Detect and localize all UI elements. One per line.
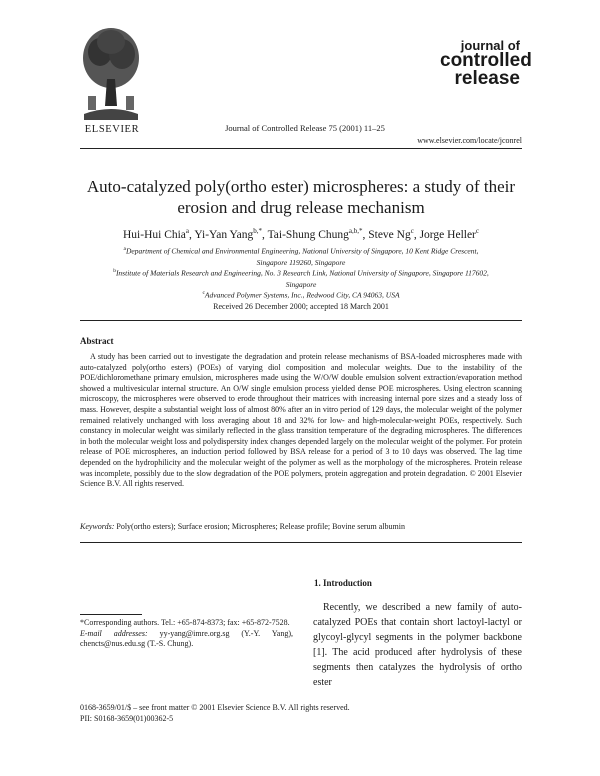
author-affil-mark: c xyxy=(475,227,479,235)
abstract-top-rule xyxy=(80,320,522,321)
affiliation-text: Institute of Materials Research and Engineering, No. 3 Research Link, National University of Singapore, Singapore 117602, xyxy=(115,268,489,278)
journal-reference: Journal of Controlled Release 75 (2001) 11–25 xyxy=(225,123,385,133)
email-text[interactable]: yy-yang@imre.org.sg (Y.-Y. Yang), chencts@nus.edu.sg (T.-S. Chung). xyxy=(80,628,294,648)
author-name: Jorge Heller xyxy=(419,228,476,241)
journal-logo-line: release xyxy=(454,68,520,90)
pii-line: PII: S0168-3659(01)00362-5 xyxy=(80,714,174,723)
author xyxy=(123,229,189,241)
author-affil-mark: c xyxy=(410,227,414,235)
received-dates: Received 26 December 2000; accepted 18 March 2001 xyxy=(213,302,389,311)
title-line: Auto-catalyzed poly(ortho ester) microspheres: a study of their xyxy=(86,177,516,196)
publisher-logo xyxy=(80,24,142,135)
author-name: Steve Ng xyxy=(368,228,411,241)
author xyxy=(368,229,414,241)
affiliation xyxy=(80,266,522,290)
header-rule xyxy=(80,148,522,149)
tree-logo-icon xyxy=(80,24,142,122)
affiliation-line xyxy=(80,266,522,279)
affiliation-mark: b xyxy=(113,268,116,274)
author xyxy=(420,229,479,241)
copyright-line: 0168-3659/01/$ – see front matter © 2001 Elsevier Science B.V. All rights reserved. xyxy=(80,703,350,712)
journal-logo-line: journal of xyxy=(460,38,520,53)
affiliation-mark: c xyxy=(202,290,205,296)
introduction-body: Recently, we described a new family of auto-catalyzed POEs that contain short lactoyl-lactyl or glycoyl-glycyl segments in the polymer backbone [1]. The acid produced after hydrolysis of these segments then catalyzes the hydrolysis of ortho ester xyxy=(313,602,522,688)
email-note xyxy=(80,629,293,650)
affiliation-text: Advanced Polymer Systems, Inc., Redwood City, CA 94063, USA xyxy=(204,290,400,300)
author-list: Hui-Hui Chia$^a$, Yi-Yan Yang$^{b,*}$, Tai-Shung Chung$^{a,b,*}$, Steve Ng$^c$, Jorge Heller$^c$ xyxy=(122,227,479,241)
affiliation xyxy=(80,288,522,301)
footnote-rule xyxy=(80,614,142,615)
section-heading: 1. Introduction xyxy=(314,578,372,588)
paper-title xyxy=(80,176,522,218)
author-affil-mark: a,b,* xyxy=(348,227,363,235)
author-affil-mark: b,* xyxy=(253,227,263,235)
affiliation-mark: a xyxy=(123,246,126,252)
abstract-body: A study has been carried out to investigate the degradation and protein release mechanisms of BSA-loaded microspheres made with auto-catalyzed poly(ortho esters) (POEs) of varying diol composition and molecular weights. Due to the instability of the POE/dichloromethane primary emulsion, microspheres made using the W/O/W double emulsion solvent extraction/evaporation method showed a multivesicular internal structure. An O/W single emulsion process yielded dense POE microspheres. Using electron scanning microscopy, the microspheres were observed to erode throughout their matrices with increasing internal pore sizes and a steady loss of mass. However, despite a substantial weight loss of almost 80% after an in vitro period of 129 days, the molecular weight of the polymer remained relatively unchanged with loss averaging about 18 and 32% for low- and high-molecular-weight POEs, respectively. Such constancy in molecular weight was similarly reflected in the glass transition temperature of the degrading microspheres. The differences in both the molecular weight loss and polydispersity index changes depended largely on the molecular weight of the polymer. For protein release of POE microspheres, an induction period followed by BSA release for a period of 3 to 10 days was observed. The lag time depended on the hydrophilicity and the molecular weight of the polymer as well as the morphology of the microspheres. Protein release was incomplete, possibly due to the slow degradation of the POE polymers, protein aggregation and protein degradation. © 2001 Elsevier Science B.V. All rights reserved. xyxy=(80,352,522,489)
affiliation-text: Department of Chemical and Environmental Engineering, National University of Singapore, 10 Kent Ridge Crescent, xyxy=(126,246,479,256)
journal-logo xyxy=(440,38,532,90)
publisher-name: ELSEVIER xyxy=(84,124,140,135)
email-label: E-mail addresses: xyxy=(80,628,148,638)
abstract-heading: Abstract xyxy=(80,336,114,346)
author-name: Yi-Yan Yang xyxy=(194,228,254,241)
affiliation xyxy=(80,244,522,268)
author-affil-mark: a xyxy=(185,227,190,235)
author-name: Tai-Shung Chung xyxy=(267,228,349,241)
affiliation-line: Singapore 119260, Singapore xyxy=(256,257,346,267)
title-line: erosion and drug release mechanism xyxy=(177,198,425,217)
affiliation-line xyxy=(80,244,522,257)
author-name: Hui-Hui Chia xyxy=(122,228,186,241)
copyright-block xyxy=(80,702,522,724)
corresponding-note: *Corresponding authors. Tel.: +65-874-8373; fax: +65-872-7528. xyxy=(80,618,290,627)
author xyxy=(194,229,262,241)
keywords-text: Poly(ortho esters); Surface erosion; Microspheres; Release profile; Bovine serum albumin xyxy=(116,522,405,531)
keywords xyxy=(80,522,522,531)
keywords-label: Keywords: xyxy=(80,522,115,531)
footnote xyxy=(80,618,293,650)
affiliation-line xyxy=(80,288,522,301)
author xyxy=(268,229,363,241)
abstract-bottom-rule xyxy=(80,542,522,543)
affiliation-line: Singapore xyxy=(285,279,317,289)
journal-url[interactable]: www.elsevier.com/locate/jconrel xyxy=(417,136,522,145)
journal-logo-line: controlled xyxy=(440,50,532,72)
